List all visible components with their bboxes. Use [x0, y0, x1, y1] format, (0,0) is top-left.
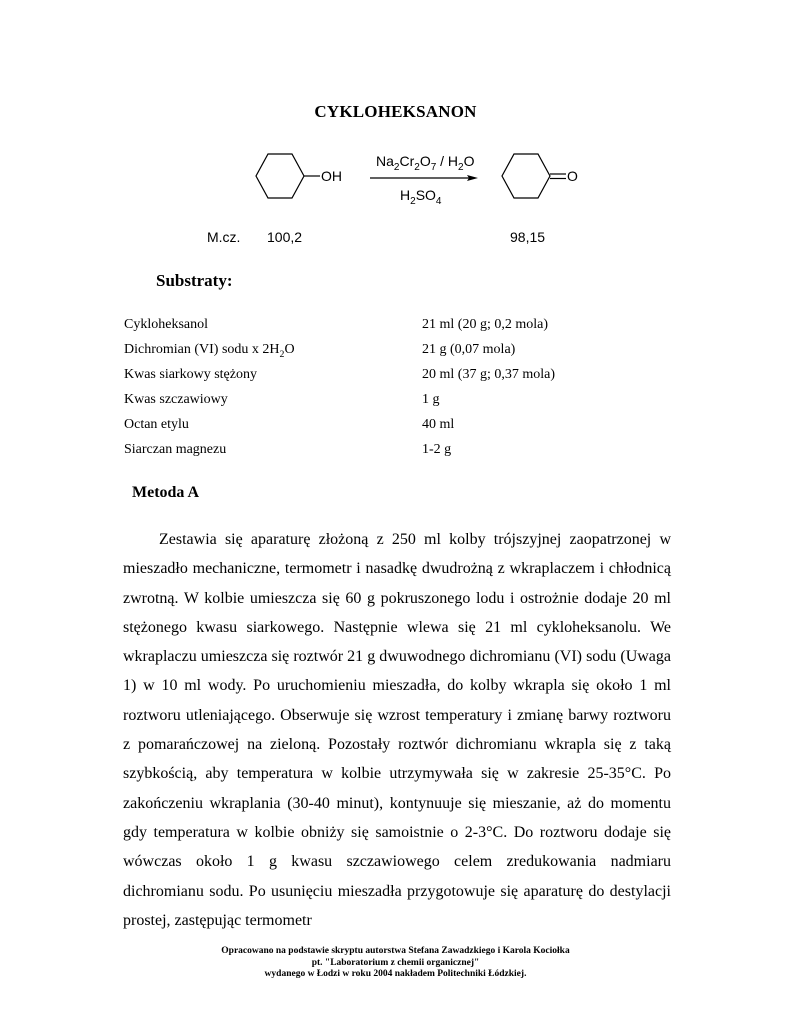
footer-line-1: Opracowano na podstawie skryptu autorstwa Stefana Zawadzkiego i Karola Kociołka: [221, 946, 570, 956]
substrate-row: [124, 412, 684, 437]
reagent-bottom: $H_2SO_4$: [400, 187, 442, 207]
substrate-name: Siarczan magnezu: [124, 442, 227, 457]
substrate-name: Kwas szczawiowy: [124, 392, 228, 407]
substrate-row: [124, 437, 684, 462]
substrate-amount: 1 g: [422, 392, 440, 407]
cyclohexanol-ring: [256, 154, 304, 198]
substrate-amount: 21 ml (20 g; 0,2 mola): [422, 317, 548, 332]
page-footer: [0, 946, 791, 981]
substrate-row: [124, 362, 684, 387]
reaction-scheme: [250, 140, 590, 220]
substrate-amount: 1-2 g: [422, 442, 452, 457]
cyclohexanone-ring: [502, 154, 550, 198]
mw-label: M.cz.: [207, 229, 241, 245]
substrate-row: [124, 312, 684, 337]
method-paragraph-text: Zestawia się aparaturę złożoną z 250 ml kolby trójszyjnej zaopatrzonej w mieszadło mechaniczne, termometr i nasadkę dwudrożną z wkraplaczem i chłodnicą zwrotną. W kolbie umieszcza się 60 g pokruszonego lodu i ostrożnie dodaje 20 ml stężonego kwasu siarkowego. Następnie wlewa się 21 ml cykloheksanolu. We wkraplaczu umieszcza się roztwór 21 g dwuwodnego dichromianu (VI) sodu (Uwaga 1) w 10 ml wody. Po uruchomieniu mieszadła, do kolby wkrapla się około 1 ml roztworu utleniającego. Obserwuje się wzrost temperatury i zmianę barwy roztworu z pomarańczowej na zieloną. Pozostały roztwór dichromianu wkrapla się z taką szybkością, aby temperatura w kolbie utrzymywała się w zakresie 25-35°C. Po zakończeniu wkraplania (30-40 minut), kontynuuje się mieszanie, aż do momentu gdy temperatura w kolbie obniży się samoistnie o 2-3°C. Do roztworu dodaje się wówczas około 1 g kwasu szczawiowego celem zredukowania nadmiaru dichromianu sodu. Po usunięciu mieszadła przygotowuje się aparaturę do destylacji prostej, zastępując termometr: [123, 531, 671, 929]
mw-product: 98,15: [510, 229, 546, 245]
footer-line-2: pt. "Laboratorium z chemii organicznej": [311, 957, 480, 968]
method-paragraph: [123, 525, 671, 935]
reagent-top: $Na_2Cr_2O_7 / H_2O$: [376, 153, 475, 173]
substrate-name: Cykloheksanol: [124, 317, 208, 332]
mw-reactant: 100,2: [267, 229, 303, 245]
substrate-name: Octan etylu: [124, 417, 189, 432]
substrate-amount: 40 ml: [422, 417, 455, 432]
product-group-label: O: [567, 168, 578, 184]
substrate-name: Kwas siarkowy stężony: [124, 367, 257, 382]
substrate-amount: 20 ml (37 g; 0,37 mola): [422, 367, 555, 382]
substrate-row: [124, 387, 684, 412]
reactant-group-label: OH: [321, 168, 342, 184]
page-title: CYKLOHEKSANON: [314, 102, 477, 121]
substrate-name: Dichromian (VI) sodu x $2H_2O$: [124, 342, 295, 360]
substrates-table: [124, 312, 684, 462]
method-heading: Metoda A: [132, 484, 200, 501]
footer-line-3: wydanego w Łodzi w roku 2004 nakładem Politechniki Łódzkiej.: [264, 969, 527, 979]
substrate-amount: 21 g (0,07 mola): [422, 342, 516, 357]
substrate-row: [124, 337, 684, 362]
substrates-heading: Substraty:: [156, 271, 233, 290]
